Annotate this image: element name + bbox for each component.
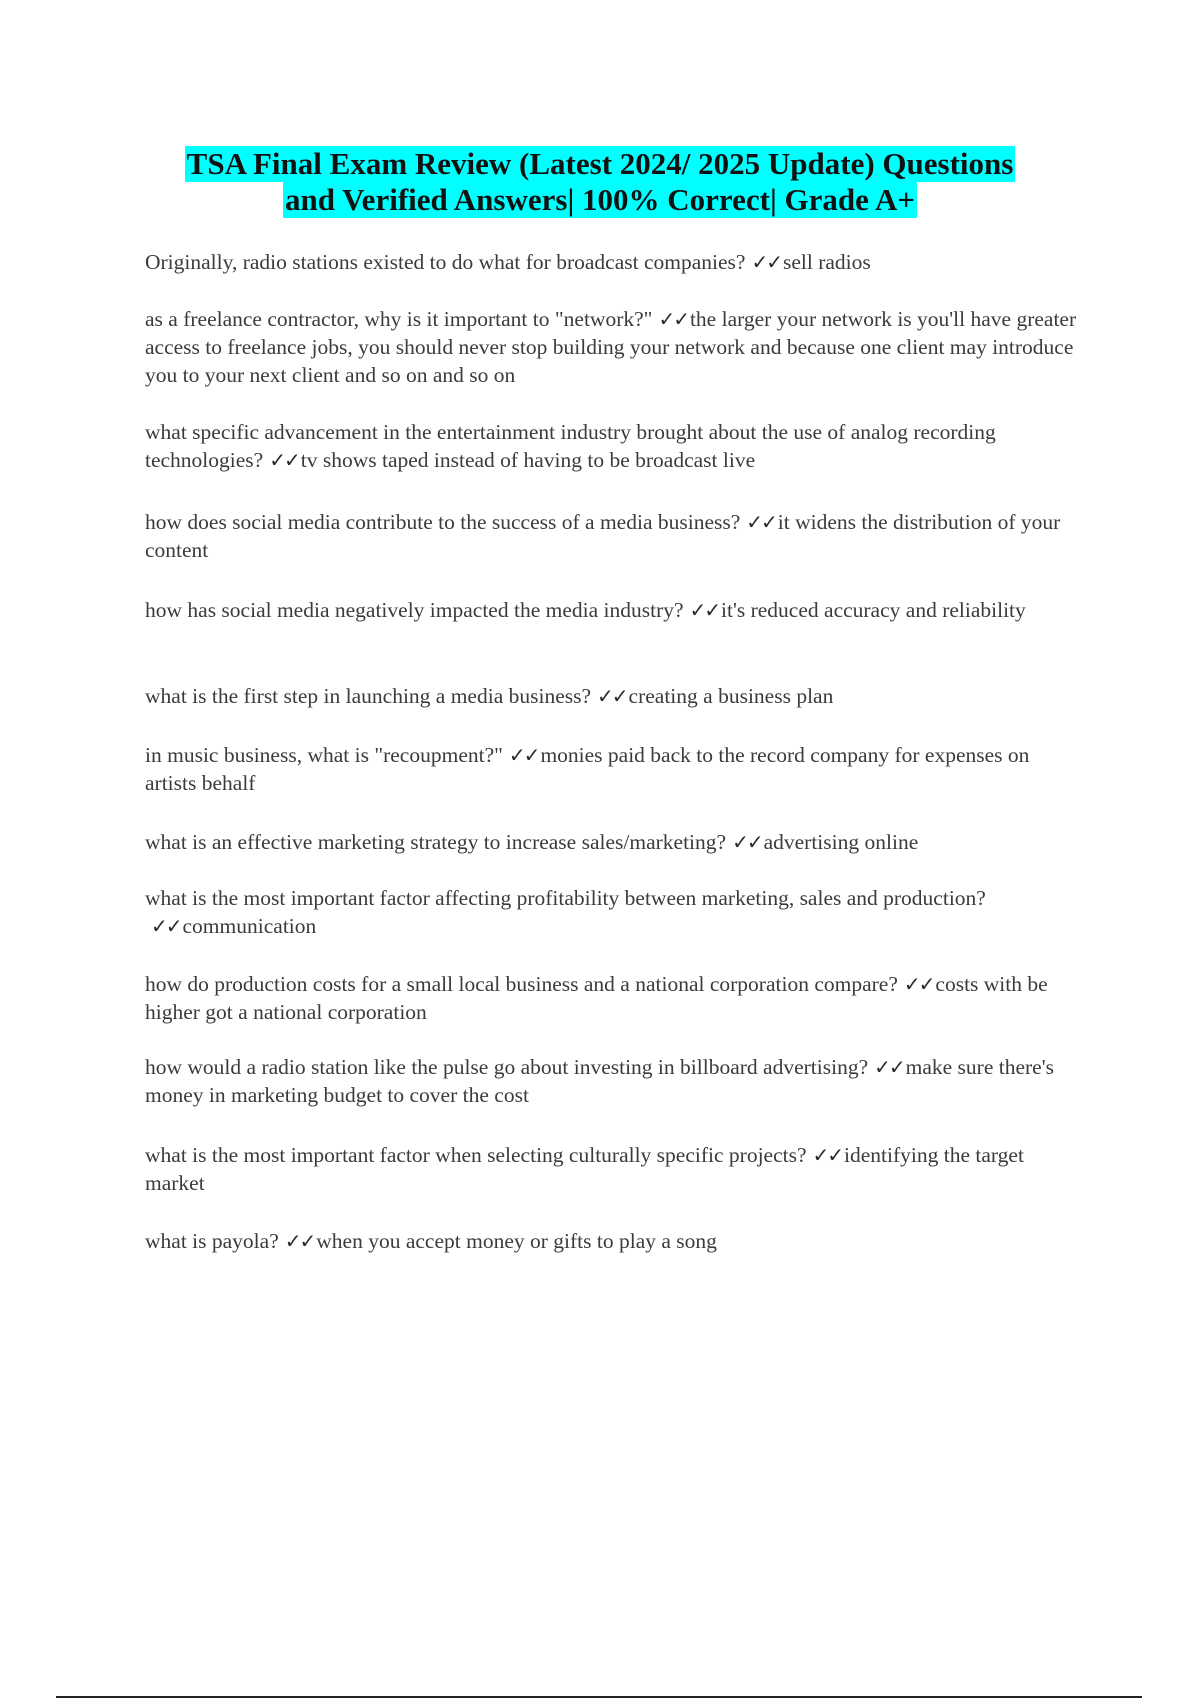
question-text: what is the most important factor when selecting culturally specific projects?: [145, 1143, 807, 1167]
double-check-icon: ✓✓: [751, 250, 781, 274]
footer-divider: [56, 1696, 1142, 1698]
qa-item-2: [145, 305, 1085, 389]
answer-text: monies paid back to the record company for expenses on artists behalf: [145, 743, 1030, 795]
answer-text: the larger your network is you'll have greater access to freelance jobs, you should never stop building your network and because one client may introduce you to your next client and so on and so on: [145, 307, 1077, 387]
answer-text: creating a business plan: [628, 684, 834, 708]
answer-text: communication: [182, 914, 317, 938]
double-check-icon: ✓✓: [732, 830, 762, 854]
question-text: Originally, radio stations existed to do what for broadcast companies?: [145, 250, 746, 274]
qa-item-8: [145, 828, 1085, 856]
double-check-icon: ✓✓: [746, 510, 776, 534]
qa-item-5: [145, 596, 1085, 624]
double-check-icon: ✓✓: [597, 684, 627, 708]
question-text: what is the first step in launching a media business?: [145, 684, 592, 708]
title-line-2: and Verified Answers| 100% Correct| Grade A+: [284, 182, 916, 217]
qa-item-3: [145, 418, 1085, 474]
qa-item-7: [145, 741, 1085, 797]
answer-text: it's reduced accuracy and reliability: [721, 598, 1026, 622]
double-check-icon: ✓✓: [151, 914, 181, 938]
answer-text: sell radios: [782, 250, 871, 274]
question-text: how do production costs for a small local business and a national corporation compare?: [145, 972, 898, 996]
question-text: how would a radio station like the pulse go about investing in billboard advertising?: [145, 1055, 869, 1079]
double-check-icon: ✓✓: [903, 972, 934, 996]
answer-text: make sure there's money in marketing budget to cover the cost: [145, 1055, 1054, 1107]
question-text: how does social media contribute to the success of a media business?: [145, 510, 741, 534]
answer-text: costs with be higher got a national corporation: [145, 972, 1048, 1024]
question-text: in music business, what is "recoupment?": [145, 743, 503, 767]
double-check-icon: ✓✓: [658, 307, 688, 331]
qa-item-4: [145, 508, 1085, 564]
question-text: what is the most important factor affecting profitability between marketing, sales and production?: [145, 886, 986, 910]
qa-item-10: [145, 970, 1085, 1026]
answer-text: tv shows taped instead of having to be broadcast live: [300, 448, 756, 472]
qa-item-12: [145, 1141, 1085, 1197]
title-line-1: TSA Final Exam Review (Latest 2024/ 2025 Update) Questions: [186, 146, 1014, 181]
double-check-icon: ✓✓: [689, 598, 720, 622]
question-text: as a freelance contractor, why is it important to "network?": [145, 307, 653, 331]
answer-text: advertising online: [763, 830, 919, 854]
double-check-icon: ✓✓: [812, 1143, 843, 1167]
answer-text: when you accept money or gifts to play a song: [316, 1229, 717, 1253]
question-text: how has social media negatively impacted the media industry?: [145, 598, 684, 622]
answer-text: it widens the distribution of your content: [145, 510, 1061, 562]
double-check-icon: ✓✓: [269, 448, 299, 472]
question-text: what specific advancement in the entertainment industry brought about the use of analog recording technologies?: [145, 420, 996, 472]
qa-item-13: [145, 1227, 1085, 1255]
double-check-icon: ✓✓: [508, 743, 539, 767]
document-title: [0, 146, 1200, 218]
qa-item-9: [145, 884, 1085, 940]
double-check-icon: ✓✓: [874, 1055, 904, 1079]
qa-item-1: [145, 248, 1085, 276]
double-check-icon: ✓✓: [284, 1229, 315, 1253]
qa-item-11: [145, 1053, 1085, 1109]
question-text: what is payola?: [145, 1229, 279, 1253]
answer-text: identifying the target market: [145, 1143, 1024, 1195]
question-text: what is an effective marketing strategy to increase sales/marketing?: [145, 830, 727, 854]
qa-item-6: [145, 682, 1085, 710]
